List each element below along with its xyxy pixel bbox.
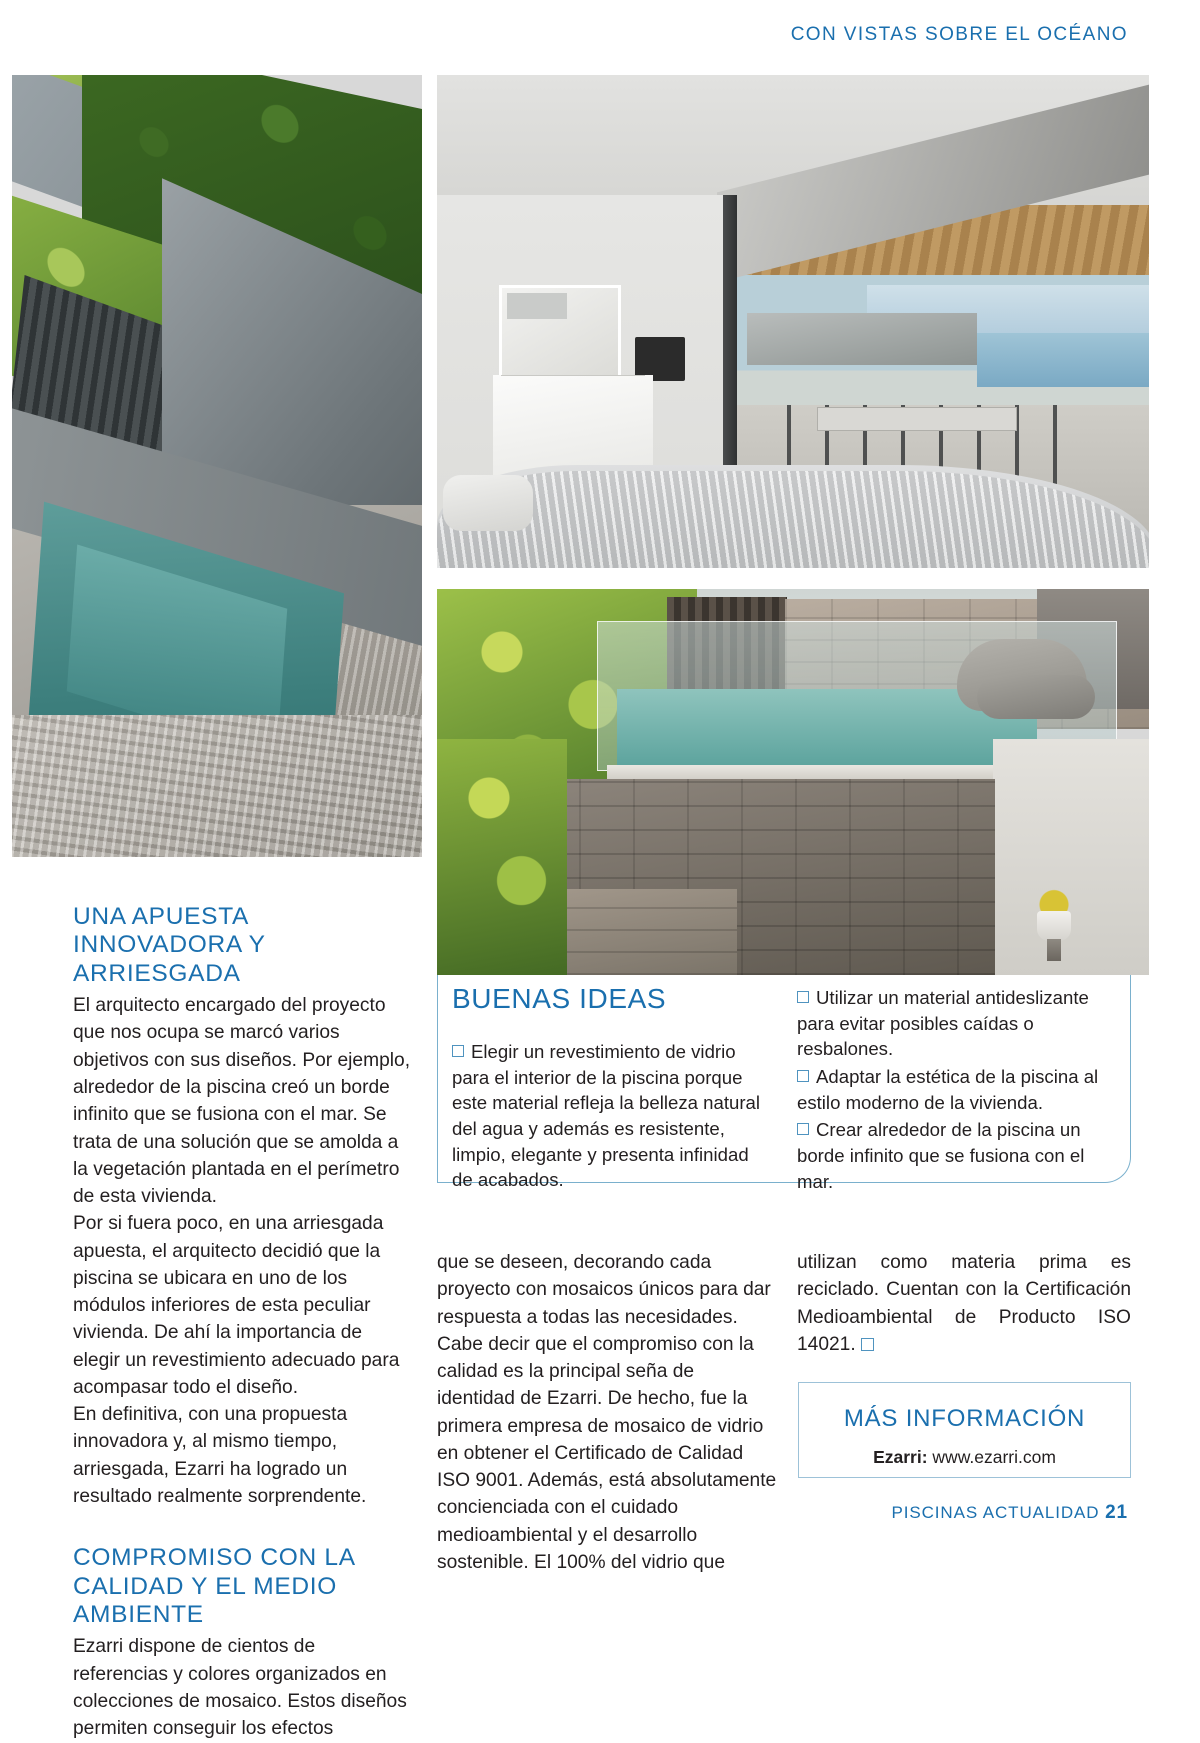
paragraph-2: Por si fuera poco, en una arriesgada apuesta, el arquitecto decidió que la piscina se ubicara en uno de los módulos inferiores de esta peculiar vivienda. De ahí la importancia de elegir un revestimiento adecuado para acompasar todo el diseño.: [73, 1213, 400, 1398]
idea-item: [452, 1039, 769, 1193]
shrubbery: [437, 739, 567, 975]
idea-item: [797, 1117, 1114, 1194]
heading-compromiso-calidad: COMPROMISO CON LA CALIDAD Y EL MEDIO AMBIENTE: [73, 1544, 355, 1629]
bullet-square-icon: [797, 991, 809, 1003]
bullet-square-icon: [452, 1045, 464, 1057]
paragraph-final: [797, 1249, 1131, 1358]
page-number: 21: [1105, 1502, 1128, 1523]
buenas-ideas-heading: BUENAS IDEAS: [452, 983, 667, 1014]
mas-informacion-box: [798, 1382, 1131, 1478]
aerial-pool-photo: [12, 75, 422, 857]
paragraph-1: El arquitecto encargado del proyecto que nos ocupa se marcó varios objetivos con sus diseños. Por ejemplo, alrededor de la piscina creó un borde infinito que se fusiona con el mar. Se trata de una solución que se amolda a la vegetación plantada en el perímetro de esta vivienda.: [73, 995, 411, 1208]
neighbouring-houses: [747, 313, 977, 365]
bean-bag-chair-second: [977, 675, 1095, 719]
bottom-right-column: [797, 1249, 1131, 1358]
idea-text: Crear alrededor de la piscina un borde infinito que se fusiona con el mar.: [797, 1119, 1085, 1192]
pillow: [443, 475, 533, 531]
mirror-reflection: [507, 293, 567, 319]
end-of-article-square-icon: [861, 1338, 874, 1351]
white-wall: [993, 739, 1149, 975]
potted-plant-pot: [1037, 911, 1071, 941]
idea-item: [797, 985, 1114, 1062]
mas-informacion-contact: [799, 1447, 1130, 1468]
ocean: [977, 333, 1149, 387]
paragraph-final-text: utilizan como materia prima es reciclado. Cuentan con la Certificación Medioambiental de Producto ISO 14021.: [797, 1252, 1131, 1355]
company-name: Ezarri:: [873, 1447, 928, 1467]
idea-text: Adaptar la estética de la piscina al estilo moderno de la vivienda.: [797, 1065, 1099, 1113]
paragraph-3: En definitiva, con una propuesta innovadora y, al mismo tiempo, arriesgada, Ezarri ha logrado un resultado realmente sorprendente.: [73, 1404, 367, 1507]
outdoor-table: [817, 407, 1017, 431]
paragraph-4: Ezarri dispone de cientos de referencias y colores organizados en colecciones de mosaico. Estos diseños permiten conseguir los efectos: [73, 1636, 407, 1740]
publication-name: PISCINAS ACTUALIDAD: [891, 1503, 1100, 1522]
idea-text: Utilizar un material antideslizante para evitar posibles caídas o resbalones.: [797, 987, 1089, 1060]
column-spacer: [73, 1510, 411, 1544]
left-text-column: [73, 903, 411, 1743]
paragraph-continued: que se deseen, decorando cada proyecto con mosaicos únicos para dar respuesta a todas las necesidades. Cabe decir que el compromiso con la calidad es la principal seña de identidad de Ezarri. De hecho, fue la primera empresa de mosaico de vidrio en obtener el Certificado de Calidad ISO 9001. Además, está absolutamente concienciada con el cuidado medioambiental y el desarrollo sostenible. El 100% del vidrio que: [437, 1252, 777, 1573]
glass-pool-photo: [437, 589, 1149, 975]
stone-paving: [12, 715, 422, 857]
heading-una-apuesta-innovadora: UNA APUESTA INNOVADORA Y ARRIESGADA: [73, 903, 266, 987]
buenas-ideas-right-column: [797, 985, 1114, 1192]
idea-text: Elegir un revestimiento de vidrio para el interior de la piscina porque este material refleja la belleza natural del agua y además es resistente, limpio, elegante y presenta infinidad de acabados.: [452, 1041, 760, 1191]
running-head: CON VISTAS SOBRE EL OCÉANO: [790, 24, 1128, 45]
bullet-square-icon: [797, 1123, 809, 1135]
bed-duvet: [437, 471, 1149, 568]
idea-item: [797, 1064, 1114, 1115]
plant-stand: [1047, 939, 1061, 961]
page-footer: [892, 1502, 1129, 1524]
buenas-ideas-callout: [437, 975, 1131, 1192]
buenas-ideas-left-column: [452, 983, 769, 1191]
bullet-square-icon: [797, 1070, 809, 1082]
company-website[interactable]: www.ezarri.com: [932, 1447, 1056, 1467]
bottom-middle-column: [437, 1249, 777, 1576]
bedroom-photo: [437, 75, 1149, 568]
mas-informacion-heading: MÁS INFORMACIÓN: [843, 1405, 1086, 1432]
